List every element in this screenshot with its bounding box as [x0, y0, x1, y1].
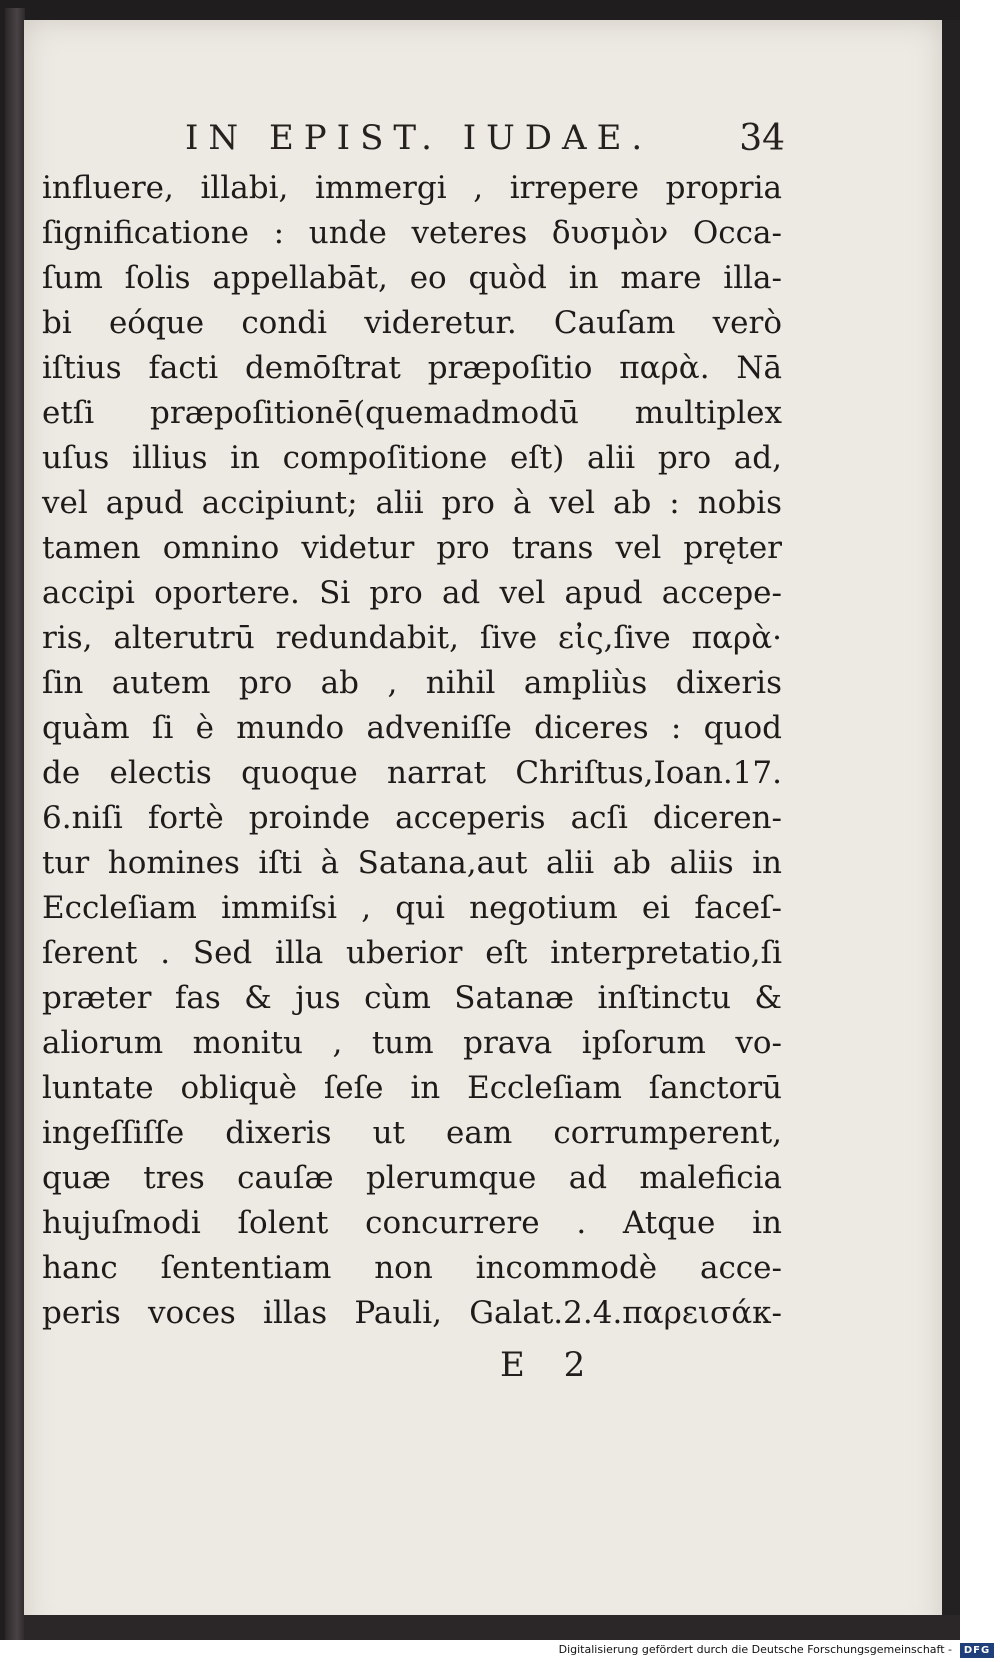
text-line: bi eóque condi videretur. Cauſam verò: [42, 305, 782, 341]
running-head-title: IN EPIST. IUDAE.: [185, 118, 653, 158]
page-number: 34: [739, 118, 785, 159]
text-line: aliorum monitu , tum prava ipſorum vo-: [42, 1025, 782, 1061]
text-line: 6.niſi fortè proinde acceperis acſi diceren-: [42, 800, 782, 836]
text-line: uſus illius in compoſitione eſt) alii pro ad,: [42, 440, 782, 476]
text-line: etſi præpoſitionē(quemadmodū multiplex: [42, 395, 782, 431]
text-line: ſum ſolis appellabāt, eo quòd in mare illa-: [42, 260, 782, 296]
footer-bar: [0, 1640, 1000, 1662]
text-line: vel apud accipiunt; alii pro à vel ab : nobis: [42, 485, 782, 521]
text-line: quàm ſi è mundo adveniſſe diceres : quod: [42, 710, 782, 746]
text-line: ſignificatione : unde veteres δυσμὸν Occa-: [42, 215, 782, 251]
text-line: quæ tres cauſæ plerumque ad maleficia: [42, 1160, 782, 1196]
body-text: [42, 166, 782, 1336]
text-line: ingeſſiſſe dixeris ut eam corrumperent,: [42, 1115, 782, 1151]
text-line: ris, alterutrū redundabit, ſive εἰς,ſive παρὰ·: [42, 620, 782, 656]
footer-credit: Digitalisierung gefördert durch die Deutsche Forschungsgemeinschaft -: [558, 1643, 952, 1656]
text-line: tur homines iſti à Satana,aut alii ab aliis in: [42, 845, 782, 881]
text-line: hujuſmodi ſolent concurrere . Atque in: [42, 1205, 782, 1241]
text-line: præter fas & jus cùm Satanæ inſtinctu &: [42, 980, 782, 1016]
text-line: de electis quoque narrat Chriſtus,Ioan.17.: [42, 755, 782, 791]
text-line: ſerent . Sed illa uberior eſt interpretatio,ſi: [42, 935, 782, 971]
dfg-logo-icon[interactable]: DFG: [960, 1643, 994, 1658]
signature-mark: E 2: [500, 1345, 600, 1385]
page-bottom-shadow: [24, 1615, 960, 1640]
book-spine-edge: [5, 8, 25, 1640]
text-line: luntate obliquè ſeſe in Eccleſiam ſanctorū: [42, 1070, 782, 1106]
text-line: Eccleſiam immiſsi , qui negotium ei faceſ-: [42, 890, 782, 926]
page-edge-shadow: [942, 20, 960, 1640]
text-line: influere, illabi, immergi , irrepere propria: [42, 170, 782, 206]
text-line: peris voces illas Pauli, Galat.2.4.παρεισάκ-: [42, 1295, 782, 1331]
text-line: ſin autem pro ab , nihil ampliùs dixeris: [42, 665, 782, 701]
text-line: tamen omnino videtur pro trans vel pręter: [42, 530, 782, 566]
text-line: hanc ſententiam non incommodè acce-: [42, 1250, 782, 1286]
text-line: iſtius facti demōſtrat præpoſitio παρὰ. Nā: [42, 350, 782, 386]
text-line: accipi oportere. Si pro ad vel apud accepe-: [42, 575, 782, 611]
running-head: [185, 118, 785, 164]
